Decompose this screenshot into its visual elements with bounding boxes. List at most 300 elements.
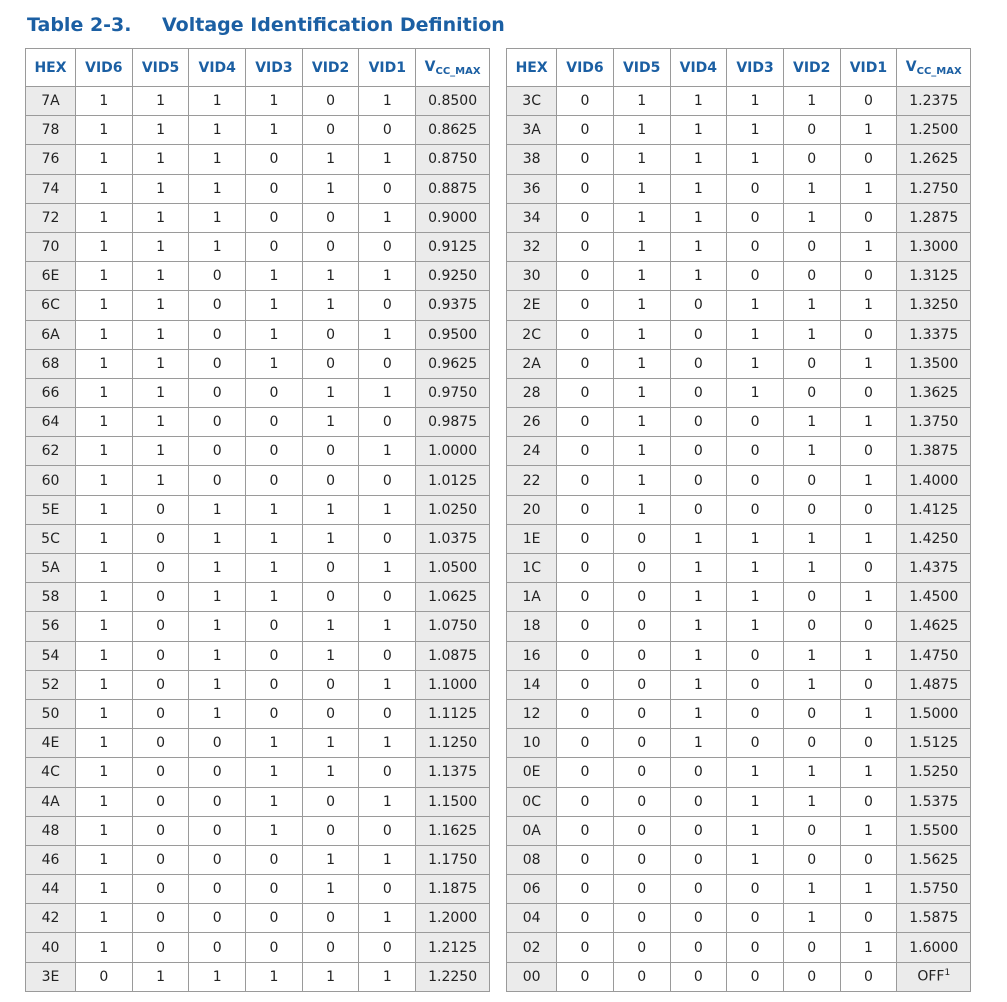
hex-cell (507, 583, 557, 612)
vid1-cell (359, 378, 416, 407)
vid1-cell (840, 787, 897, 816)
vid2-cell (783, 378, 840, 407)
table-row (26, 291, 490, 320)
table-row (26, 232, 490, 261)
cell-value: 0 (156, 910, 165, 927)
vid4-cell (670, 787, 727, 816)
col-header-vid2: VID2 (783, 49, 840, 87)
vid3-cell (246, 612, 303, 641)
vid5-cell (132, 320, 189, 349)
cell-value: 1 (807, 443, 817, 460)
vid3-cell (246, 524, 303, 553)
table-row (26, 845, 490, 874)
cell-value: 0 (212, 268, 222, 285)
cell-value: 0.8750 (428, 151, 478, 168)
vid2-cell (783, 758, 840, 787)
cell-value: 1.3875 (909, 443, 959, 460)
vid2-cell (302, 699, 359, 728)
cell-value: 0 (580, 530, 590, 547)
hex-cell (26, 495, 76, 524)
cell-value: 1.1750 (428, 851, 478, 868)
cell-value: 0 (269, 443, 279, 460)
vid6-cell (76, 291, 133, 320)
vid6-cell (76, 524, 133, 553)
col-header-vid3: VID3 (727, 49, 784, 87)
vid4-cell (189, 174, 246, 203)
cell-value: 50 (41, 706, 60, 723)
vid1-cell (840, 933, 897, 962)
cell-value: 0 (269, 939, 279, 956)
vid3-cell (246, 87, 303, 116)
vid1-cell (359, 641, 416, 670)
table-row (507, 291, 971, 320)
cell-value: 1 (807, 297, 817, 314)
cell-value: 0 (863, 793, 873, 810)
cell-value: 0 (269, 239, 279, 256)
vid3-cell (727, 116, 784, 145)
cell-value: 0 (156, 764, 165, 781)
vid6-cell (557, 875, 614, 904)
cell-value: 1 (99, 851, 109, 868)
cell-value: 0 (807, 822, 817, 839)
cell-value: 1 (382, 384, 392, 401)
hex-cell (507, 845, 557, 874)
vid1-cell (359, 232, 416, 261)
vid6-cell (76, 174, 133, 203)
table-row (507, 524, 971, 553)
vid2-cell (302, 495, 359, 524)
cell-value: 0E (522, 764, 541, 781)
cell-value: 1.2000 (428, 910, 478, 927)
cell-value: 1 (807, 560, 817, 577)
cell-value: 0 (580, 472, 590, 489)
cell-value: 1.2750 (909, 180, 959, 197)
cell-value: 0 (750, 209, 760, 226)
cell-value: 4C (41, 764, 60, 781)
cell-value: 0.8875 (428, 180, 478, 197)
cell-value: 0 (693, 793, 703, 810)
cell-value: 1 (212, 93, 222, 110)
vcc-cell (897, 203, 971, 232)
hex-cell (507, 875, 557, 904)
cell-value: 1 (693, 560, 703, 577)
cell-value: 0 (807, 268, 817, 285)
vid6-cell (76, 583, 133, 612)
table-row (26, 174, 490, 203)
vcc-cell (416, 495, 490, 524)
vid5-cell (132, 816, 189, 845)
cell-value: 1 (807, 676, 817, 693)
cell-value: 0 (580, 735, 590, 752)
cell-value: 0 (863, 676, 873, 693)
table-row (26, 378, 490, 407)
vid3-cell (246, 203, 303, 232)
vid3-cell (727, 495, 784, 524)
vid2-cell (783, 524, 840, 553)
cell-value: 08 (522, 851, 541, 868)
vid3-cell (727, 378, 784, 407)
cell-value: 0 (807, 618, 817, 635)
hex-cell (26, 116, 76, 145)
cell-value: 1 (99, 881, 109, 898)
table-row (26, 583, 490, 612)
cell-value: 1.2625 (909, 151, 959, 168)
vid3-cell (246, 145, 303, 174)
table-row (26, 349, 490, 378)
table-row (507, 933, 971, 962)
cell-value: 46 (41, 851, 60, 868)
vid5-cell (132, 787, 189, 816)
cell-value: 1A (522, 589, 541, 606)
col-header-vid3: VID3 (246, 49, 303, 87)
cell-value: 1.4250 (909, 530, 959, 547)
cell-value: 0 (863, 326, 873, 343)
table-row (26, 262, 490, 291)
vid4-cell (189, 232, 246, 261)
cell-value: 1 (99, 180, 109, 197)
cell-value: 0 (156, 735, 165, 752)
cell-value: 0 (637, 706, 647, 723)
cell-value: 0 (580, 968, 590, 985)
vid6-cell (76, 116, 133, 145)
cell-value: 7A (41, 93, 60, 110)
vcc-cell (897, 524, 971, 553)
cell-value: 0 (637, 910, 647, 927)
vid6-cell (76, 495, 133, 524)
vid6-cell (76, 203, 133, 232)
cell-value: 1.0625 (428, 589, 478, 606)
cell-value: 0 (637, 968, 647, 985)
vcc-cell (897, 875, 971, 904)
cell-value: 74 (41, 180, 60, 197)
table-row (507, 437, 971, 466)
cell-value: 1 (212, 647, 222, 664)
cell-value: 0 (156, 618, 165, 635)
cell-value: 1 (750, 851, 760, 868)
cell-value: 1 (693, 618, 703, 635)
cell-value: 0 (326, 822, 336, 839)
hex-cell (26, 466, 76, 495)
vid3-cell (727, 699, 784, 728)
vid5-cell (613, 320, 670, 349)
vid6-cell (557, 904, 614, 933)
vid6-cell (76, 962, 133, 991)
table-row (507, 583, 971, 612)
table-row (26, 203, 490, 232)
hex-cell (507, 758, 557, 787)
vid1-cell (840, 466, 897, 495)
vid4-cell (670, 437, 727, 466)
cell-value: 0.9000 (428, 209, 478, 226)
cell-value: 1 (156, 355, 165, 372)
cell-value: 0 (750, 501, 760, 518)
hex-cell (507, 378, 557, 407)
hex-cell (26, 262, 76, 291)
cell-value: 1 (693, 735, 703, 752)
vcc-cell (416, 232, 490, 261)
vid4-cell (189, 787, 246, 816)
cell-value: 0 (750, 472, 760, 489)
vcc-cell (416, 670, 490, 699)
vid3-cell (246, 962, 303, 991)
cell-value: 1 (99, 735, 109, 752)
vid4-cell (189, 816, 246, 845)
vid3-cell (246, 116, 303, 145)
cell-value: 0 (637, 851, 647, 868)
hex-cell (26, 232, 76, 261)
vcc-cell (416, 699, 490, 728)
cell-value: 1 (99, 618, 109, 635)
vid3-cell (246, 232, 303, 261)
vid3-cell (727, 816, 784, 845)
hex-cell (26, 845, 76, 874)
vcc-cell (897, 232, 971, 261)
vid1-cell (840, 203, 897, 232)
vid3-cell (246, 816, 303, 845)
cell-value: 1 (382, 209, 392, 226)
cell-value: 1 (750, 355, 760, 372)
vid5-cell (132, 933, 189, 962)
cell-value: 0 (693, 881, 703, 898)
cell-value: 1.1625 (428, 822, 478, 839)
vid1-cell (359, 437, 416, 466)
table-row (507, 758, 971, 787)
cell-value: 1 (269, 822, 279, 839)
cell-value: 0 (580, 297, 590, 314)
cell-value: 1 (156, 268, 165, 285)
hex-cell (26, 787, 76, 816)
vid1-cell (840, 670, 897, 699)
vid1-cell (359, 670, 416, 699)
cell-value: 0.9125 (428, 239, 478, 256)
cell-value: 1 (156, 239, 165, 256)
vid6-cell (557, 232, 614, 261)
cell-value: 1.3375 (909, 326, 959, 343)
cell-value: 1.2250 (428, 968, 478, 985)
cell-value: 0 (212, 764, 222, 781)
hex-cell (507, 466, 557, 495)
vid6-cell (557, 291, 614, 320)
vcc-subscript: CC_MAX (916, 65, 962, 77)
cell-value: 1 (99, 706, 109, 723)
cell-value: 1.4000 (909, 472, 959, 489)
vid4-cell (670, 203, 727, 232)
table-row (26, 116, 490, 145)
vcc-subscript: CC_MAX (435, 65, 481, 77)
table-row (507, 641, 971, 670)
cell-value: 0 (156, 647, 165, 664)
cell-value: 0 (750, 647, 760, 664)
cell-value: 26 (522, 414, 541, 431)
cell-value: 0 (750, 414, 760, 431)
vcc-cell (416, 933, 490, 962)
cell-value: 0.9750 (428, 384, 478, 401)
vid3-cell (246, 758, 303, 787)
vid1-cell (840, 729, 897, 758)
vid2-cell (783, 466, 840, 495)
vid2-cell (783, 116, 840, 145)
cell-value: 1 (382, 268, 392, 285)
cell-value: 1 (863, 764, 873, 781)
cell-value: 1 (863, 881, 873, 898)
cell-value: 38 (522, 151, 541, 168)
vid2-cell (783, 203, 840, 232)
vid5-cell (613, 349, 670, 378)
vid1-cell (840, 904, 897, 933)
cell-value: 0 (750, 180, 760, 197)
cell-value: 0 (580, 910, 590, 927)
cell-value: 0 (382, 764, 392, 781)
hex-cell (507, 904, 557, 933)
vcc-cell (897, 291, 971, 320)
vid2-cell (302, 816, 359, 845)
cell-value: 1 (269, 326, 279, 343)
cell-value: 1.3500 (909, 355, 959, 372)
cell-value: 1 (863, 939, 873, 956)
cell-value: 0 (580, 793, 590, 810)
vid5-cell (613, 787, 670, 816)
cell-value: 1 (382, 501, 392, 518)
vcc-cell (416, 641, 490, 670)
vcc-cell (416, 291, 490, 320)
cell-value: 1 (382, 676, 392, 693)
cell-value: 0 (580, 151, 590, 168)
cell-value: 34 (522, 209, 541, 226)
cell-value: 1 (99, 560, 109, 577)
vid3-cell (727, 145, 784, 174)
vid2-cell (783, 174, 840, 203)
cell-value: 1 (269, 355, 279, 372)
vid6-cell (557, 87, 614, 116)
vid1-cell (359, 845, 416, 874)
cell-value: 1 (863, 180, 873, 197)
vid3-cell (727, 232, 784, 261)
vid6-cell (557, 378, 614, 407)
cell-value: 0.9500 (428, 326, 478, 343)
vid2-cell (783, 904, 840, 933)
cell-value: 1 (750, 93, 760, 110)
hex-cell (507, 291, 557, 320)
cell-value: 1 (212, 151, 222, 168)
cell-value: 1 (99, 530, 109, 547)
table-row (26, 670, 490, 699)
cell-value: 0 (580, 268, 590, 285)
vcc-cell (416, 466, 490, 495)
cell-value: 0 (269, 706, 279, 723)
hex-cell (26, 904, 76, 933)
cell-value: 0 (156, 589, 165, 606)
vid6-cell (557, 758, 614, 787)
cell-value: 1.4875 (909, 676, 959, 693)
cell-value: 0 (580, 676, 590, 693)
cell-value: 0 (382, 530, 392, 547)
vid3-cell (246, 291, 303, 320)
cell-value: 0.9250 (428, 268, 478, 285)
cell-value: 1.0250 (428, 501, 478, 518)
table-row (26, 466, 490, 495)
cell-value: 1 (750, 384, 760, 401)
cell-value: 1 (382, 735, 392, 752)
cell-value: 1 (99, 209, 109, 226)
cell-value: 30 (522, 268, 541, 285)
vid4-cell (670, 466, 727, 495)
cell-value: 1 (326, 414, 336, 431)
table-row (507, 174, 971, 203)
cell-value: 1 (382, 910, 392, 927)
hex-cell (26, 554, 76, 583)
vid3-cell (246, 174, 303, 203)
cell-value: 1 (693, 706, 703, 723)
cell-value: 1 (807, 326, 817, 343)
cell-value: 1.1125 (428, 706, 478, 723)
cell-value: 0 (156, 793, 165, 810)
cell-value: 1 (326, 501, 336, 518)
cell-value: 1 (269, 793, 279, 810)
cell-value: 0 (693, 297, 703, 314)
cell-value: 1.2375 (909, 93, 959, 110)
cell-value: 1 (863, 530, 873, 547)
cell-value: 1 (156, 472, 165, 489)
vid1-cell (840, 437, 897, 466)
vid5-cell (132, 232, 189, 261)
cell-value: 0 (637, 822, 647, 839)
vid6-cell (76, 378, 133, 407)
cell-value: 1 (863, 297, 873, 314)
cell-value: 1 (156, 297, 165, 314)
vid5-cell (613, 758, 670, 787)
vid4-cell (670, 174, 727, 203)
vid5-cell (132, 495, 189, 524)
cell-value: 0 (637, 939, 647, 956)
hex-cell (507, 699, 557, 728)
footnote-mark: 1 (944, 968, 951, 979)
hex-cell (507, 554, 557, 583)
cell-value: 1 (326, 881, 336, 898)
vcc-cell (897, 904, 971, 933)
vid2-cell (302, 466, 359, 495)
vid1-cell (359, 174, 416, 203)
cell-value: 1 (750, 764, 760, 781)
vid4-cell (189, 116, 246, 145)
cell-value: 1 (863, 414, 873, 431)
hex-cell (26, 349, 76, 378)
cell-value: 1.0750 (428, 618, 478, 635)
vid1-cell (840, 554, 897, 583)
cell-value: 1 (156, 384, 165, 401)
cell-value: 0 (580, 560, 590, 577)
cell-value: 0 (637, 735, 647, 752)
cell-value: 44 (41, 881, 60, 898)
cell-value: 0 (326, 239, 336, 256)
vid2-cell (302, 437, 359, 466)
vid1-cell (359, 554, 416, 583)
cell-value: 0 (382, 122, 392, 139)
cell-value: 0 (863, 968, 873, 985)
vid5-cell (613, 583, 670, 612)
vcc-cell (416, 437, 490, 466)
cell-value: 1 (863, 589, 873, 606)
vid3-cell (727, 466, 784, 495)
hex-cell (26, 524, 76, 553)
vid6-cell (76, 670, 133, 699)
cell-value: 0 (156, 560, 165, 577)
vid1-cell (359, 145, 416, 174)
vcc-cell (897, 933, 971, 962)
vid1-cell (359, 699, 416, 728)
vcc-cell (897, 87, 971, 116)
vid3-cell (727, 437, 784, 466)
cell-value: 0 (382, 881, 392, 898)
